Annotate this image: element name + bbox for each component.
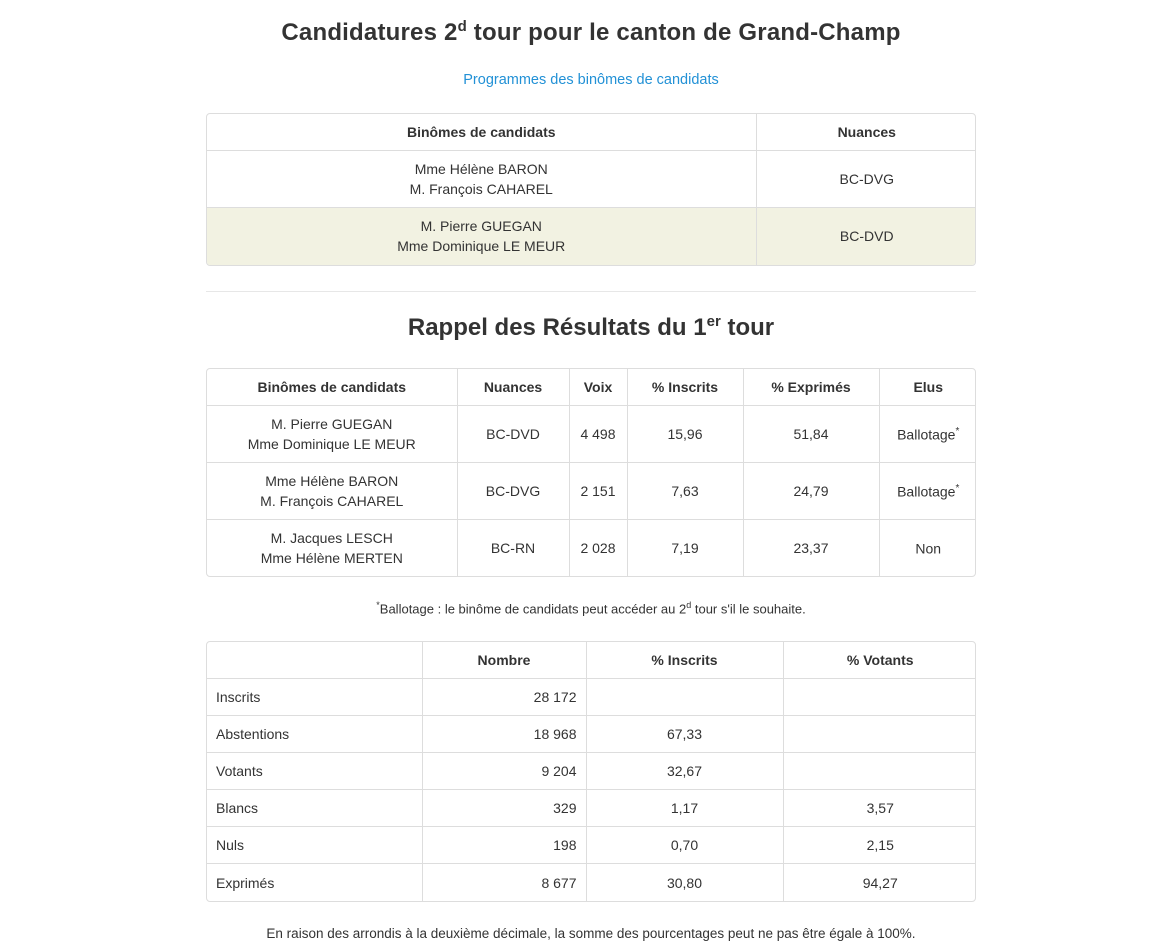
pct-votants-cell	[783, 716, 976, 753]
results-header-row	[207, 369, 976, 406]
voix-cell: 2 028	[569, 519, 627, 576]
nombre-cell: 329	[422, 790, 586, 827]
participation-row-nuls	[207, 827, 976, 864]
result-row	[207, 519, 976, 576]
programmes-link[interactable]: Programmes des binômes de candidats	[463, 72, 719, 88]
candidates-table	[206, 113, 976, 266]
row-label: Nuls	[207, 827, 422, 864]
participation-table	[206, 641, 976, 902]
participation-row-blancs	[207, 790, 976, 827]
section-divider	[206, 291, 976, 292]
elus-value: Non	[915, 541, 942, 558]
elus-cell	[879, 462, 976, 519]
results-section-title	[206, 313, 976, 342]
pct-exprimes-cell: 24,79	[743, 462, 879, 519]
footnote-text-1: Ballotage : le binôme de candidats peut accéder au 2	[379, 601, 687, 617]
pct-votants-cell: 2,15	[783, 827, 976, 864]
nombre-cell: 18 968	[422, 716, 586, 753]
pct-votants-cell: 94,27	[783, 864, 976, 901]
result-row	[207, 405, 976, 462]
nombre-cell: 198	[422, 827, 586, 864]
candidate-name-2: M. François CAHAREL	[409, 181, 553, 197]
participation-row-exprimes	[207, 864, 976, 901]
results-title-superscript: er	[706, 312, 721, 330]
footnote-asterisk: *	[376, 600, 380, 610]
column-header-binomes: Binômes de candidats	[207, 369, 457, 406]
row-label: Blancs	[207, 790, 422, 827]
pct-inscrits-cell: 0,70	[586, 827, 783, 864]
participation-header-row	[207, 642, 976, 679]
candidate-name-1: M. Pierre GUEGAN	[271, 415, 393, 432]
pct-votants-cell	[783, 753, 976, 790]
footnote-text-2: tour s'il le souhaite.	[691, 601, 806, 617]
column-header-pct-inscrits: % Inscrits	[627, 369, 743, 406]
pct-inscrits-cell: 32,67	[586, 753, 783, 790]
pct-inscrits-cell: 1,17	[586, 790, 783, 827]
voix-cell: 4 498	[569, 405, 627, 462]
candidate-name-1: Mme Hélène BARON	[265, 472, 399, 489]
pct-inscrits-cell: 15,96	[627, 405, 743, 462]
row-label: Inscrits	[207, 679, 422, 716]
candidates-header-row	[207, 114, 976, 151]
candidate-name-1: M. Jacques LESCH	[270, 529, 393, 546]
candidate-name-1: Mme Hélène BARON	[414, 161, 548, 177]
row-label: Exprimés	[207, 864, 422, 901]
row-label: Votants	[207, 753, 422, 790]
pct-votants-cell: 3,57	[783, 790, 976, 827]
results-title-text: Rappel des Résultats du 1	[407, 313, 707, 341]
elus-value: Ballotage	[897, 483, 956, 500]
pct-inscrits-cell: 67,33	[586, 716, 783, 753]
candidate-row-highlighted	[207, 208, 976, 265]
page-title-superscript: d	[457, 18, 467, 35]
results-title-text-suffix: tour	[720, 313, 775, 341]
column-header-elus: Elus	[879, 369, 976, 406]
elus-value: Ballotage	[897, 426, 956, 443]
pct-exprimes-cell: 23,37	[743, 519, 879, 576]
column-header-pct-exprimes: % Exprimés	[743, 369, 879, 406]
voix-cell: 2 151	[569, 462, 627, 519]
page-title-text: Candidatures 2	[281, 19, 458, 46]
participation-row-votants	[207, 753, 976, 790]
candidate-names	[207, 151, 756, 208]
column-header-binomes: Binômes de candidats	[207, 114, 756, 151]
result-row	[207, 462, 976, 519]
column-header-nuances: Nuances	[457, 369, 569, 406]
candidate-names	[207, 519, 457, 576]
nuance-cell: BC-DVG	[457, 462, 569, 519]
participation-row-abstentions	[207, 716, 976, 753]
content-container	[206, 0, 976, 941]
column-header-pct-votants: % Votants	[783, 642, 976, 679]
ballotage-footnote	[206, 600, 976, 616]
pct-inscrits-cell	[586, 679, 783, 716]
candidate-names	[207, 405, 457, 462]
elus-cell	[879, 405, 976, 462]
nuance-cell: BC-DVD	[756, 208, 976, 265]
pct-inscrits-cell: 30,80	[586, 864, 783, 901]
candidate-row	[207, 151, 976, 208]
pct-inscrits-cell: 7,63	[627, 462, 743, 519]
nuance-cell: BC-DVD	[457, 405, 569, 462]
pct-inscrits-cell: 7,19	[627, 519, 743, 576]
candidate-name-1: M. Pierre GUEGAN	[420, 218, 542, 235]
column-header-nuances: Nuances	[756, 114, 976, 151]
column-header-empty	[207, 642, 422, 679]
page-title	[206, 18, 976, 47]
ballotage-asterisk: *	[955, 483, 960, 495]
nombre-cell: 8 677	[422, 864, 586, 901]
nombre-cell: 9 204	[422, 753, 586, 790]
row-label: Abstentions	[207, 716, 422, 753]
candidate-name-2: M. François CAHAREL	[260, 492, 404, 509]
elus-cell	[879, 519, 976, 576]
page-title-text-suffix: tour pour le canton de Grand-Champ	[466, 19, 901, 46]
nuance-cell: BC-DVG	[756, 151, 976, 208]
ballotage-asterisk: *	[955, 426, 960, 438]
footnote-superscript: d	[686, 600, 692, 610]
participation-row-inscrits	[207, 679, 976, 716]
candidate-names	[207, 208, 756, 265]
column-header-nombre: Nombre	[422, 642, 586, 679]
candidate-name-2: Mme Dominique LE MEUR	[247, 435, 416, 452]
column-header-pct-inscrits: % Inscrits	[586, 642, 783, 679]
nuance-cell: BC-RN	[457, 519, 569, 576]
programmes-link-row	[206, 71, 976, 89]
results-table	[206, 368, 976, 578]
rounding-note: En raison des arrondis à la deuxième décimale, la somme des pourcentages peut ne pas être égale à 100%.	[266, 925, 916, 941]
candidate-name-2: Mme Dominique LE MEUR	[397, 238, 566, 255]
candidate-name-2: Mme Hélène MERTEN	[260, 549, 403, 566]
candidate-names	[207, 462, 457, 519]
pct-exprimes-cell: 51,84	[743, 405, 879, 462]
pct-votants-cell	[783, 679, 976, 716]
column-header-voix: Voix	[569, 369, 627, 406]
nombre-cell: 28 172	[422, 679, 586, 716]
